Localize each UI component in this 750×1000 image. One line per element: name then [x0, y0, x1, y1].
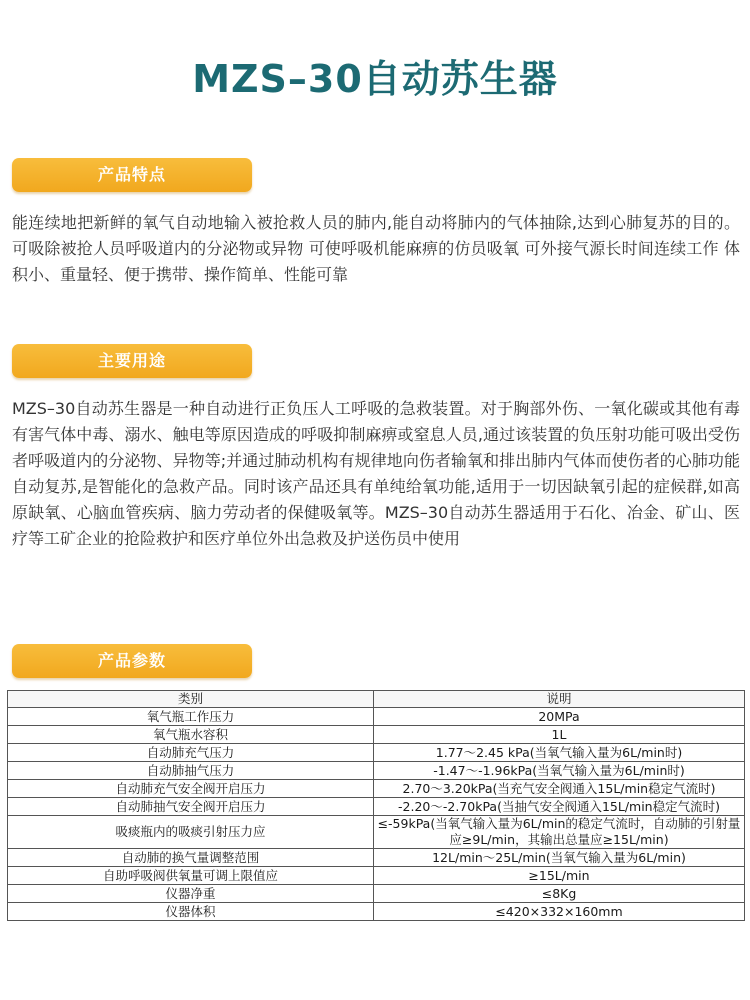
row-value: ≤420×332×160mm: [374, 903, 745, 921]
row-label: 自助呼吸阀供氧量可调上限值应: [8, 867, 374, 885]
row-label: 吸痰瓶内的吸痰引射压力应: [8, 816, 374, 849]
table-row: [8, 780, 745, 798]
row-label: 自动肺充气压力: [8, 744, 374, 762]
table-row: [8, 903, 745, 921]
page-title: MZS–30自动苏生器: [192, 57, 558, 101]
row-value: 20MPa: [374, 708, 745, 726]
row-label: 自动肺抽气安全阀开启压力: [8, 798, 374, 816]
table-row: [8, 885, 745, 903]
header-category: 类别: [8, 691, 374, 708]
row-value: ≤-59kPa(当氧气输入量为6L/min的稳定气流时，自动肺的引射量应≥9L/min，其输出总量应≥15L/min): [374, 816, 745, 849]
row-label: 氧气瓶工作压力: [8, 708, 374, 726]
table-row: [8, 744, 745, 762]
row-label: 自动肺充气安全阀开启压力: [8, 780, 374, 798]
row-label: 氧气瓶水容积: [8, 726, 374, 744]
table-row: [8, 726, 745, 744]
table-row: [8, 849, 745, 867]
section-heading-uses: 主要用途: [12, 344, 252, 378]
table-row: [8, 708, 745, 726]
row-label: 仪器净重: [8, 885, 374, 903]
uses-text: MZS–30自动苏生器是一种自动进行正负压人工呼吸的急救装置。对于胸部外伤、一氧化碳或其他有毒有害气体中毒、溺水、触电等原因造成的呼吸抑制麻痹或窒息人员,通过该装置的负压射功能可吸出受伤者呼吸道内的分泌物、异物等;并通过肺动机构有规律地向伤者输氧和排出肺内气体而使伤者的心肺功能自动复苏,是智能化的急救产品。同时该产品还具有单纯给氧功能,适用于一切因缺氧引起的症候群,如高原缺氧、心脑血管疾病、脑力劳动者的保健吸氧等。MZS–30自动苏生器适用于石化、冶金、矿山、医疗等工矿企业的抢险救护和医疗单位外出急救及护送伤员中使用: [12, 399, 740, 548]
table-row: [8, 816, 745, 849]
table-row: [8, 867, 745, 885]
row-value: ≤8Kg: [374, 885, 745, 903]
row-value: 1.77～2.45 kPa(当氧气输入量为6L/min时): [374, 744, 745, 762]
row-value: -2.20～-2.70kPa(当抽气安全阀通入15L/min稳定气流时): [374, 798, 745, 816]
row-value: ≥15L/min: [374, 867, 745, 885]
table-row: [8, 798, 745, 816]
table-row: [8, 762, 745, 780]
table-header-row: [8, 691, 745, 708]
features-text: 能连续地把新鲜的氧气自动地输入被抢救人员的肺内,能自动将肺内的气体抽除,达到心肺复苏的目的。可吸除被抢人员呼吸道内的分泌物或异物 可使呼吸机能麻痹的仿员吸氧 可外接气源长时间连续工作 体积小、重量轻、便于携带、操作简单、性能可靠: [12, 213, 740, 284]
row-value: 12L/min～25L/min(当氧气输入量为6L/min): [374, 849, 745, 867]
params-table: [7, 690, 745, 921]
row-label: 自动肺的换气量调整范围: [8, 849, 374, 867]
row-label: 仪器体积: [8, 903, 374, 921]
row-value: 1L: [374, 726, 745, 744]
section-heading-features: 产品特点: [12, 158, 252, 192]
row-label: 自动肺抽气压力: [8, 762, 374, 780]
section-heading-params: 产品参数: [12, 644, 252, 678]
row-value: -1.47～-1.96kPa(当氧气输入量为6L/min时): [374, 762, 745, 780]
row-value: 2.70～3.20kPa(当充气安全阀通入15L/min稳定气流时): [374, 780, 745, 798]
header-description: 说明: [374, 691, 745, 708]
